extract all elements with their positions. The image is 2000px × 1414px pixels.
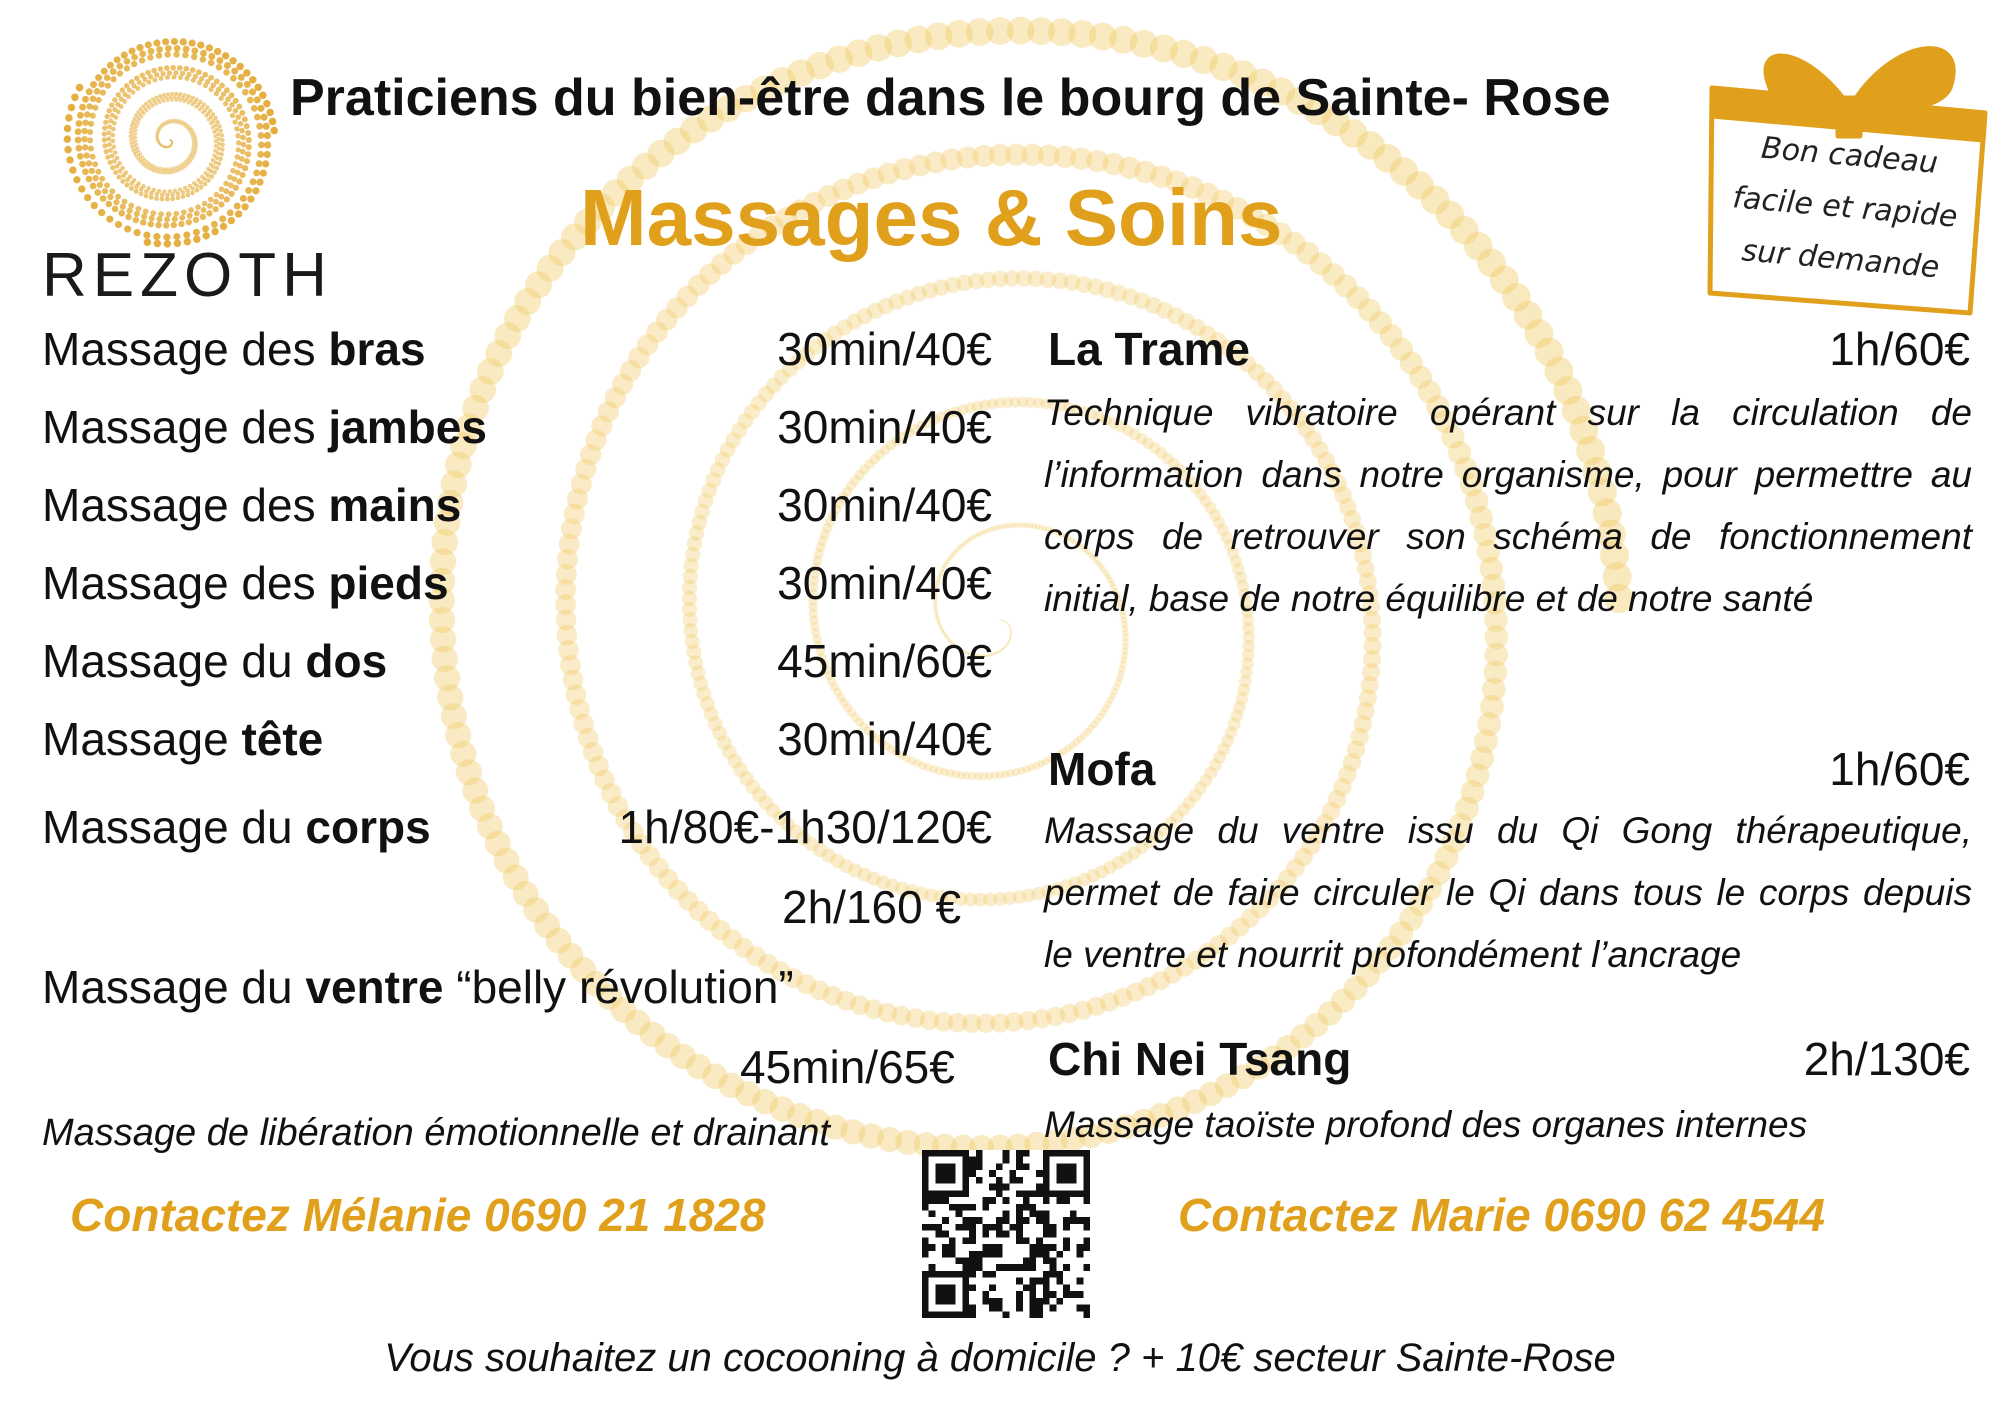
- qr-code: [922, 1150, 1090, 1318]
- service-price: 30min/40€: [777, 713, 992, 765]
- gift-line: facile et rapide: [1731, 180, 1959, 235]
- mofa-name: Mofa: [1048, 743, 1156, 795]
- chi-price: 2h/130€: [1803, 1033, 1970, 1085]
- contact-melanie: Contactez Mélanie 0690 21 1828: [70, 1189, 766, 1241]
- gift-line: sur demande: [1740, 233, 1941, 286]
- service-row: [42, 712, 992, 782]
- trame-name: La Trame: [1048, 323, 1250, 375]
- trame-description: Technique vibratoire opérant sur la circulation de l’information dans notre organisme, pour permettre au corps de retrouver son schéma de fonctionnement initial, base de notre équilibre et de notre santé: [1044, 392, 1972, 619]
- gift-voucher-note: [1714, 119, 1977, 296]
- service-row: [42, 800, 992, 870]
- service-price: 30min/40€: [777, 323, 992, 375]
- service-row: [42, 634, 992, 704]
- page-subtitle: Massages & Soins: [580, 173, 1283, 262]
- service-row: [42, 322, 992, 392]
- service-row: [42, 478, 992, 548]
- service-price: 1h/80€-1h30/120€: [618, 801, 992, 853]
- service-name: Massage du dos: [42, 635, 388, 687]
- page-title: Praticiens du bien-être dans le bourg de Sainte- Rose: [290, 69, 1611, 127]
- trame-price: 1h/60€: [1829, 323, 1970, 375]
- ventre-service-price: 45min/65€: [740, 1041, 955, 1093]
- service-price: 30min/40€: [777, 401, 992, 453]
- ventre-service-note: Massage de libération émotionnelle et drainant: [42, 1112, 830, 1154]
- service-name: Massage tête: [42, 713, 324, 765]
- spiral-logo-icon: [60, 30, 280, 250]
- service-row: [42, 400, 992, 470]
- service-row: [42, 556, 992, 626]
- mofa-price: 1h/60€: [1829, 743, 1970, 795]
- gift-line: Bon cadeau: [1759, 130, 1940, 181]
- service-price: 45min/60€: [777, 635, 992, 687]
- footer-note: Vous souhaitez un cocooning à domicile ? + 10€ secteur Sainte-Rose: [384, 1336, 1616, 1380]
- service-name: Massage des pieds: [42, 557, 449, 609]
- service-price: 30min/40€: [777, 479, 992, 531]
- chi-name: Chi Nei Tsang: [1048, 1033, 1352, 1085]
- service-name: Massage du corps: [42, 801, 431, 853]
- corps-extra-price: 2h/160 €: [782, 881, 962, 933]
- service-name: Massage des jambes: [42, 401, 487, 453]
- brand-name: REZOTH: [42, 241, 333, 310]
- contact-marie: Contactez Marie 0690 62 4544: [1178, 1189, 1825, 1241]
- chi-description: Massage taoïste profond des organes internes: [1044, 1104, 1808, 1145]
- service-name: Massage des bras: [42, 323, 426, 375]
- ventre-service-name: Massage du ventre “belly révolution”: [42, 961, 794, 1013]
- brand-logo: [42, 240, 333, 311]
- service-price: 30min/40€: [777, 557, 992, 609]
- service-name: Massage des mains: [42, 479, 462, 531]
- mofa-description: Massage du ventre issu du Qi Gong thérapeutique, permet de faire circuler le Qi dans tous le corps depuis le ventre et nourrit profondément l’ancrage: [1044, 810, 1972, 975]
